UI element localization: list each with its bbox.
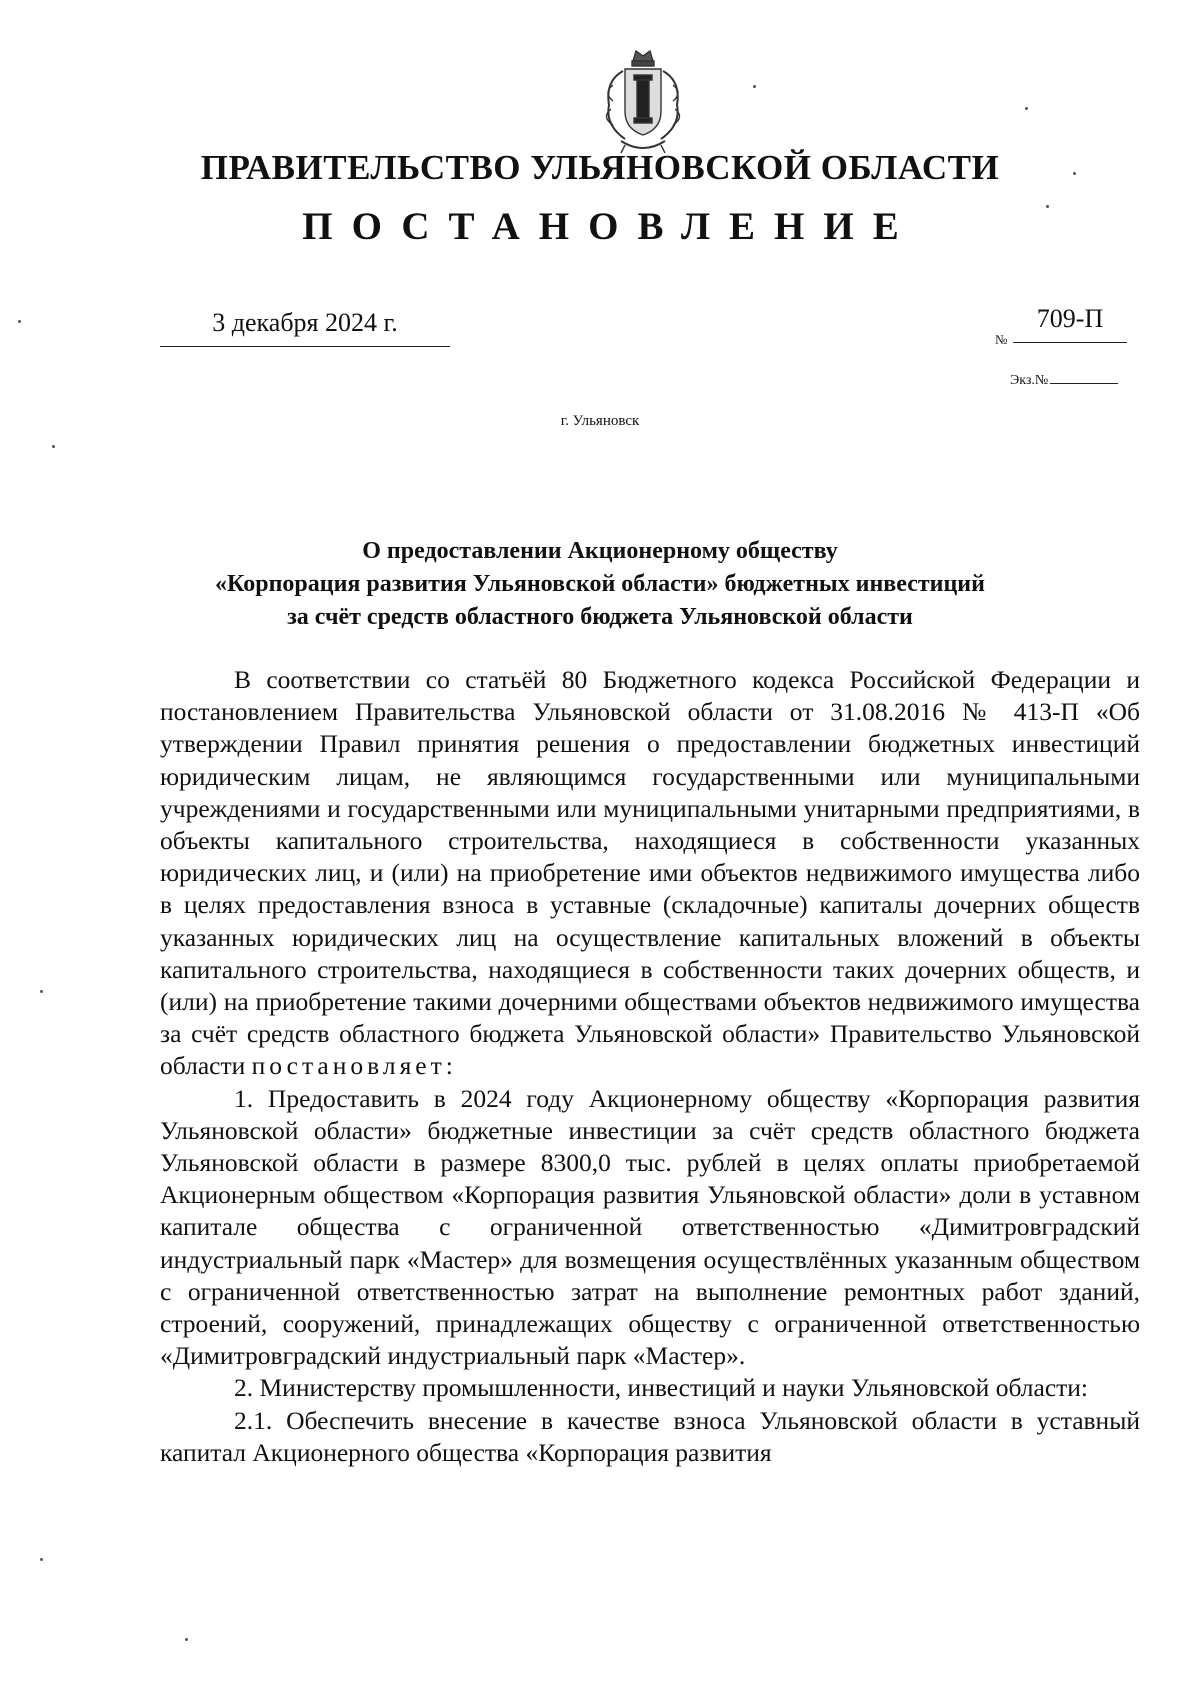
scan-speck [1073,172,1076,175]
document-number: 709-П [1013,304,1127,343]
paragraph-2-1: 2.1. Обеспечить внесение в качестве взноса Ульяновской области в уставный капитал Акционерного общества «Корпорация развития [160,1405,1140,1467]
scan-speck [40,1558,43,1561]
scan-speck [753,85,756,88]
document-date: 3 декабря 2024 г. [160,308,450,347]
preamble-paragraph [160,664,1140,1083]
copy-number [1010,373,1118,389]
document-body [160,664,1140,1469]
preamble-text: В соответствии со статьёй 80 Бюджетного кодекса Российской Федерации и постановлением Правительства Ульяновской области от 31.08.2016 № 413-П «Об утверждении Правил принятия решения о предоставлении бюджетных инвестиций юридическим лицам, не являющимся государственными или муниципальными учреждениями и государственными или муниципальными унитарными предприятиями, в объекты капитального строительства, находящиеся в собственности указанных юридических лиц, и (или) на приобретение ими объектов недвижимого имущества либо в целях предоставления взноса в уставные (складочные) капиталы дочерних обществ указанных юридических лиц на осуществление капитальных вложений в объекты капитального строительства, находящиеся в собственности таких дочерних обществ, и (или) на приобретение такими дочерними обществами объектов недвижимого имущества за счёт средств областного бюджета Ульяновской области» Правительство Ульяновской области [160,665,1140,1081]
preamble-verb: постановляет: [251,1051,457,1081]
copy-number-line [1050,383,1118,384]
paragraph-2: 2. Министерству промышленности, инвестиций и науки Ульяновской области: [234,1373,1089,1403]
title-line-2: «Корпорация развития Ульяновской области» бюджетных инвестиций [215,571,985,597]
title-line-3: за счёт средств областного бюджета Ульяновской области [287,604,913,630]
copy-number-label: Экз.№ [1010,373,1049,388]
document-type: ПОСТАНОВЛЕНИЕ [302,205,918,248]
organization-name: ПРАВИТЕЛЬСТВО УЛЬЯНОВСКОЙ ОБЛАСТИ [200,148,1000,187]
scan-speck [18,320,21,323]
scan-speck [52,445,55,448]
scan-speck [40,990,43,993]
document-title [150,535,1050,634]
scan-speck [1046,205,1049,208]
number-sign: № [995,332,1008,347]
paragraph-1: 1. Предоставить в 2024 году Акционерному обществу «Корпорация развития Ульяновской области» бюджетные инвестиции за счёт средств областного бюджета Ульяновской области в размере 8300,0 тыс. рублей в целях оплаты приобретаемой Акционерным обществом «Корпорация развития Ульяновской области» доли в уставном капитале общества с ограниченной ответственностью «Димитровградский индустриальный парк «Мастер» для возмещения осуществлённых указанным обществом с ограниченной ответственностью затрат на выполнение ремонтных работ зданий, строений, сооружений, принадлежащих обществу с ограниченной ответственностью «Димитровградский индустриальный парк «Мастер». [160,1083,1140,1371]
coat-of-arms-icon [595,45,691,157]
title-line-1: О предоставлении Акционерному обществу [362,538,838,564]
scan-speck [185,1638,188,1641]
scan-speck [1025,107,1028,110]
city: г. Ульяновск [560,413,640,429]
